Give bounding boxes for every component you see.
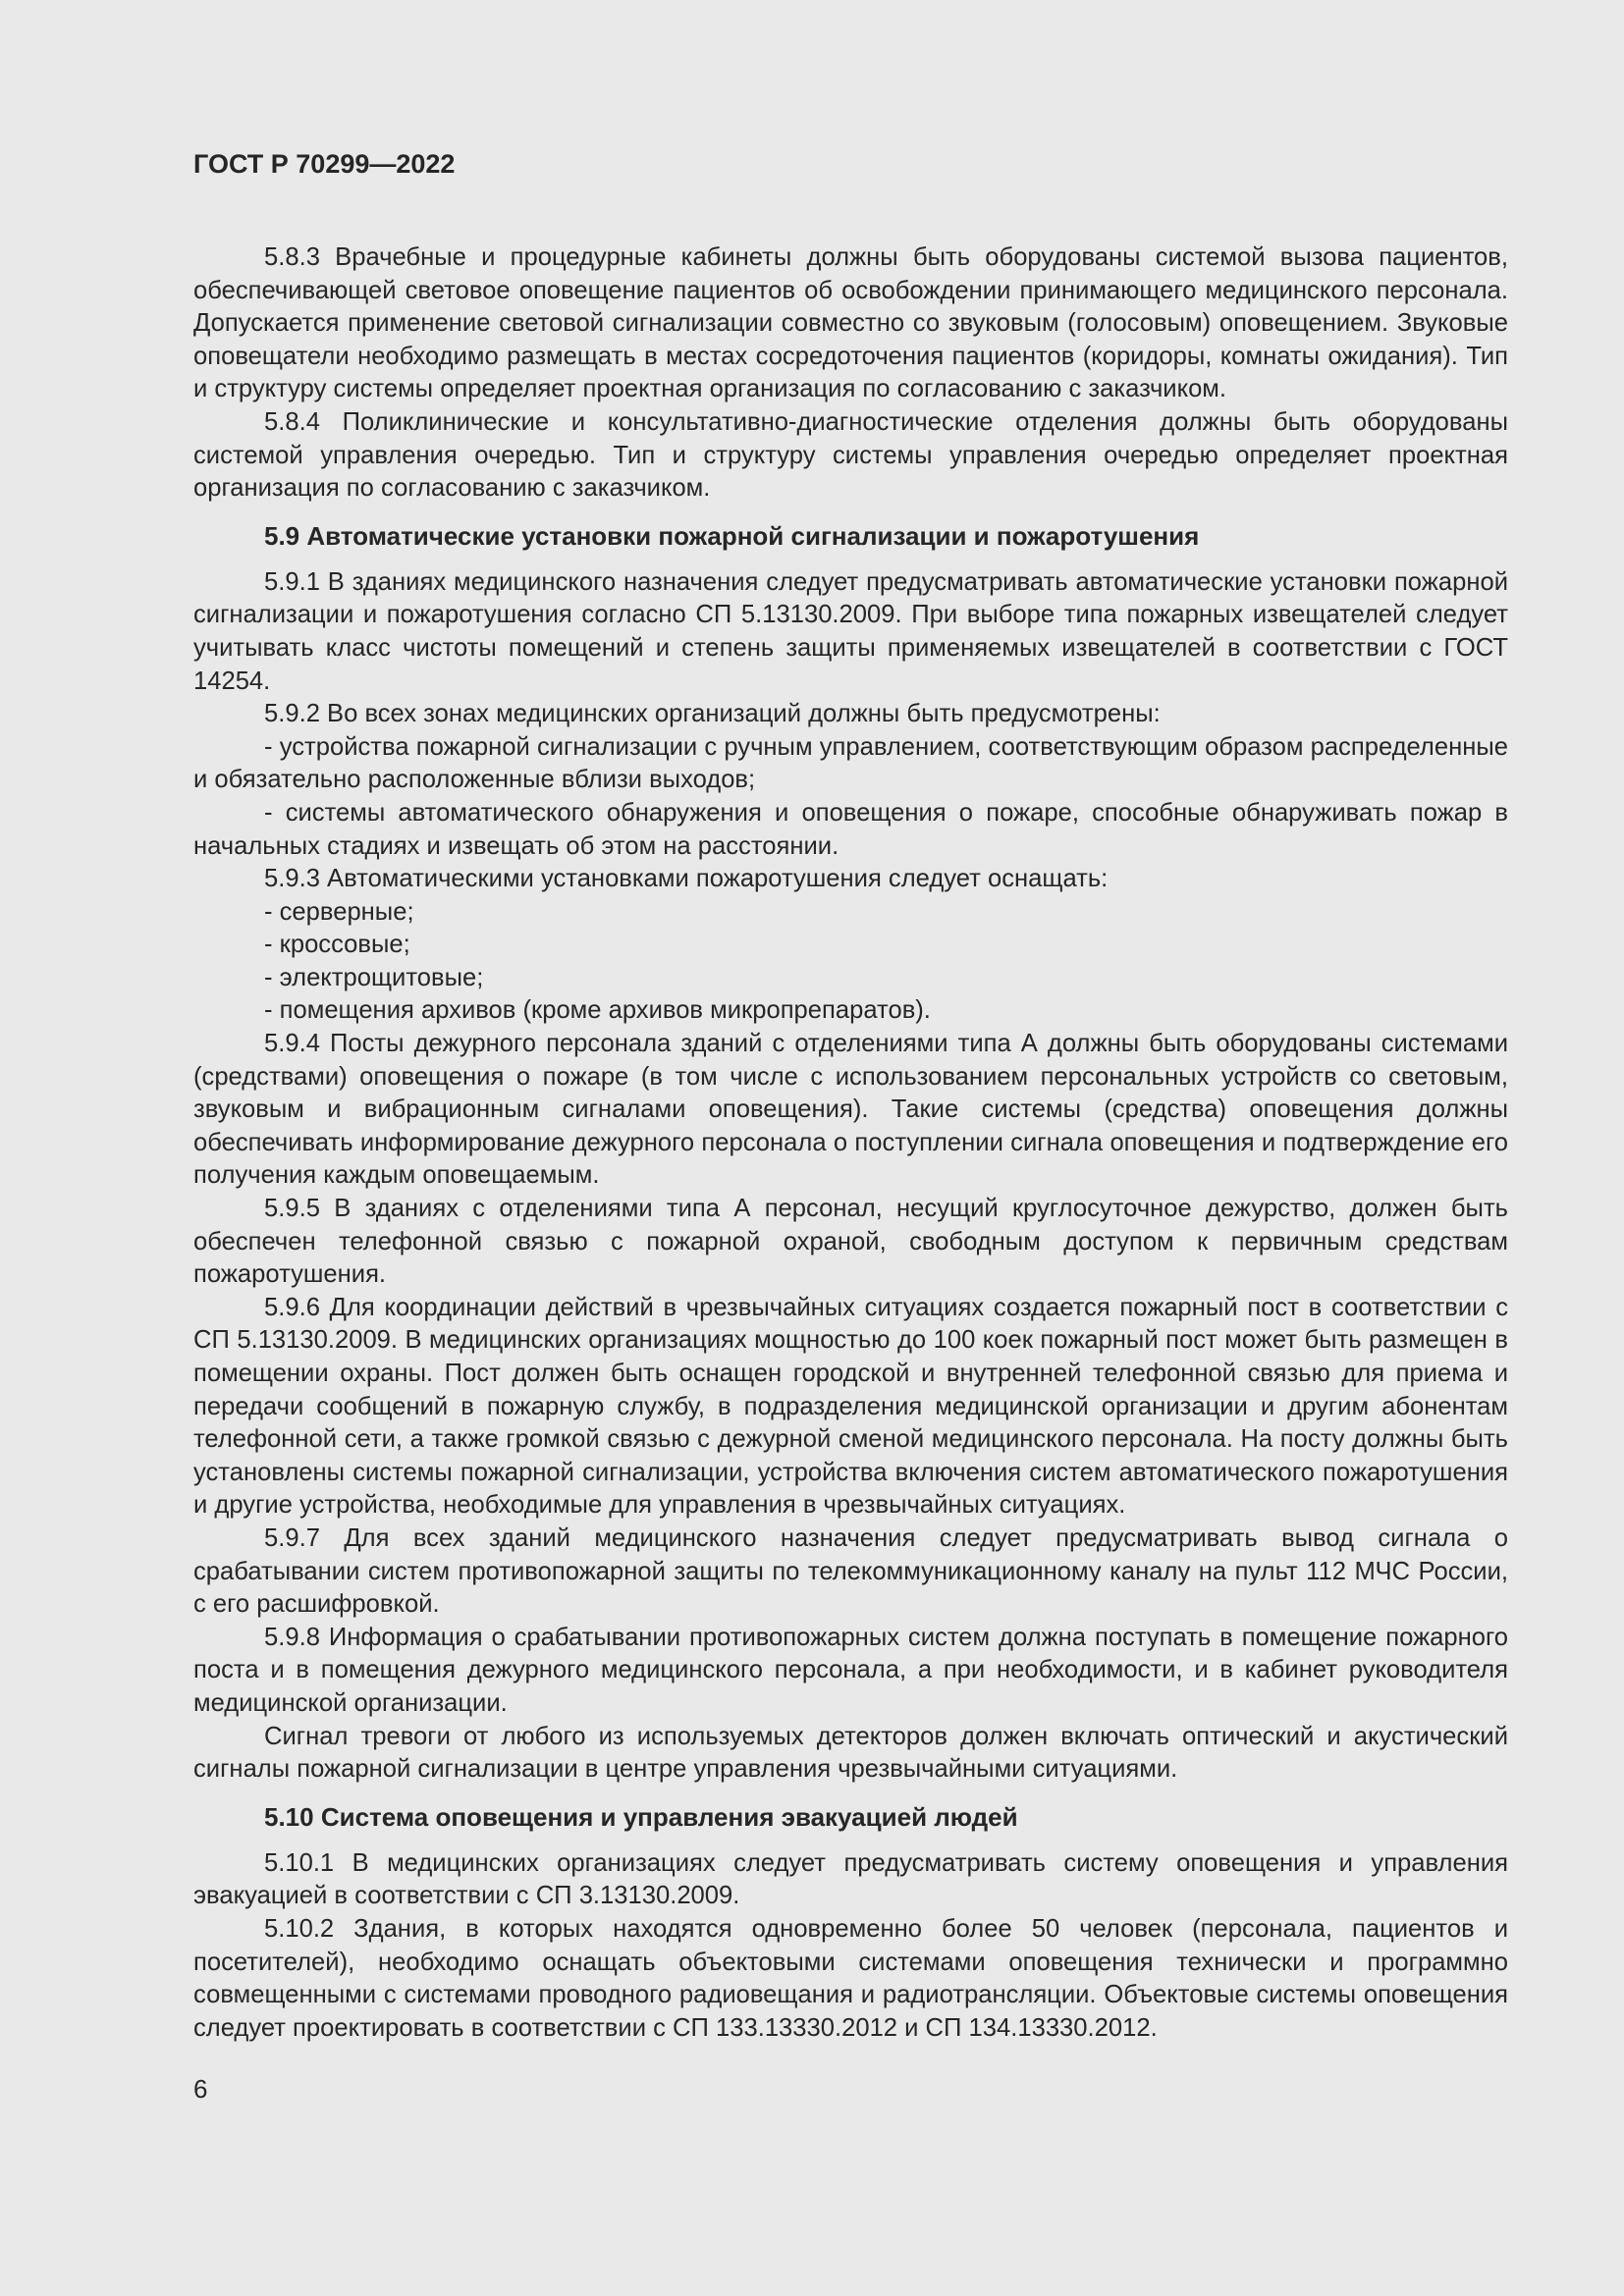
paragraph: 5.10.1 В медицинских организациях следует предусматривать систему оповещения и управления эвакуацией в соответствии с СП 3.13130.2009. <box>193 1848 1508 1910</box>
paragraph: 5.9.5 В зданиях с отделениями типа А персонал, несущий круглосуточное дежурство, должен быть обеспечен телефонной связью с пожарной охраной, свободным доступом к первичным средствам пожаротушения. <box>193 1195 1508 1289</box>
paragraph: - устройства пожарной сигнализации с ручным управлением, соответствующим образом распределенные и обязательно расположенные вблизи выходов; <box>193 732 1508 794</box>
paragraph: 5.9.7 Для всех зданий медицинского назначения следует предусматривать вывод сигнала о срабатывании систем противопожарной защиты по телекоммуникационному каналу на пульт 112 МЧС России, с его расшифровкой. <box>193 1523 1508 1619</box>
paragraph: 5.9.2 Во всех зонах медицинских организаций должны быть предусмотрены: <box>264 700 1161 728</box>
paragraph: 5.9.1 В зданиях медицинского назначения следует предусматривать автоматические установки пожарной сигнализации и пожаротушения согласно СП 5.13130.2009. При выборе типа пожарных извещателей следует учитывать класс чистоты помещений и степень защиты применяемых извещателей в соответствии с ГОСТ 14254. <box>193 567 1508 695</box>
page-number: 6 <box>193 2074 208 2104</box>
paragraph: - системы автоматического обнаружения и оповещения о пожаре, способные обнаруживать пожар в начальных стадиях и извещать об этом на расстоянии. <box>193 798 1508 860</box>
list-item: - серверные; <box>264 897 414 926</box>
list-item: - помещения архивов (кроме архивов микропрепаратов). <box>264 996 931 1025</box>
document-header: ГОСТ Р 70299—2022 <box>193 149 456 179</box>
document-body <box>193 241 1508 2045</box>
list-item: - кроссовые; <box>264 931 410 959</box>
paragraph: 5.8.4 Поликлинические и консультативно-диагностические отделения должны быть оборудованы системой управления очередью. Тип и структуру системы управления очередью определяет проектная организация по согласованию с заказчиком. <box>193 407 1508 503</box>
paragraph: 5.10.2 Здания, в которых находятся одновременно более 50 человек (персонала, пациентов и посетителей), необходимо оснащать объектовыми системами оповещения технически и программно совмещенными с системами проводного радиовещания и радиотрансляции. Объектовые системы оповещения следует проектировать в соответствии с СП 133.13330.2012 и СП 134.13330.2012. <box>193 1914 1508 2042</box>
paragraph: 5.9.8 Информация о срабатывании противопожарных систем должна поступать в помещение пожарного поста и в помещения дежурного медицинского персонала, а при необходимости, и в кабинет руководителя медицинской организации. <box>193 1623 1508 1717</box>
list-item: - электрощитовые; <box>264 963 484 991</box>
paragraph: 5.8.3 Врачебные и процедурные кабинеты должны быть оборудованы системой вызова пациентов, обеспечивающей световое оповещение пациентов об освобождении принимающего медицинского персонала. Допускается применение световой сигнализации совместно со звуковым (голосовым) оповещением. Звуковые оповещатели необходимо размещать в местах сосредоточения пациентов (коридоры, комнаты ожидания). Тип и структуру системы определяет проектная организация по согласованию с заказчиком. <box>193 243 1508 403</box>
paragraph: 5.9.4 Посты дежурного персонала зданий с отделениями типа А должны быть оборудованы системами (средствами) оповещения о пожаре (в том числе с использованием персональных устройств со световым, звуковым и вибрационным сигналами оповещения). Такие системы (средства) оповещения должны обеспечивать информирование дежурного персонала о поступлении сигнала оповещения и подтверждение его получения каждым оповещаемым. <box>193 1030 1508 1190</box>
section-heading: 5.10 Система оповещения и управления эвакуацией людей <box>264 1801 1018 1832</box>
document-page <box>193 147 1508 2045</box>
section-heading: 5.9 Автоматические установки пожарной сигнализации и пожаротушения <box>264 520 1200 551</box>
paragraph: Сигнал тревоги от любого из используемых детекторов должен включать оптический и акустический сигналы пожарной сигнализации в центре управления чрезвычайными ситуациями. <box>193 1722 1508 1784</box>
paragraph: 5.9.3 Автоматическими установками пожаротушения следует оснащать: <box>264 865 1109 893</box>
paragraph: 5.9.6 Для координации действий в чрезвычайных ситуациях создается пожарный пост в соответствии с СП 5.13130.2009. В медицинских организациях мощностью до 100 коек пожарный пост может быть размещен в помещении охраны. Пост должен быть оснащен городской и внутренней телефонной связью для приема и передачи сообщений в пожарную службу, в подразделения медицинской организации и другим абонентам телефонной сети, а также громкой связью с дежурной сменой медицинского персонала. На посту должны быть установлены системы пожарной сигнализации, устройства включения систем автоматического пожаротушения и другие устройства, необходимые для управления в чрезвычайных ситуациях. <box>193 1293 1508 1520</box>
